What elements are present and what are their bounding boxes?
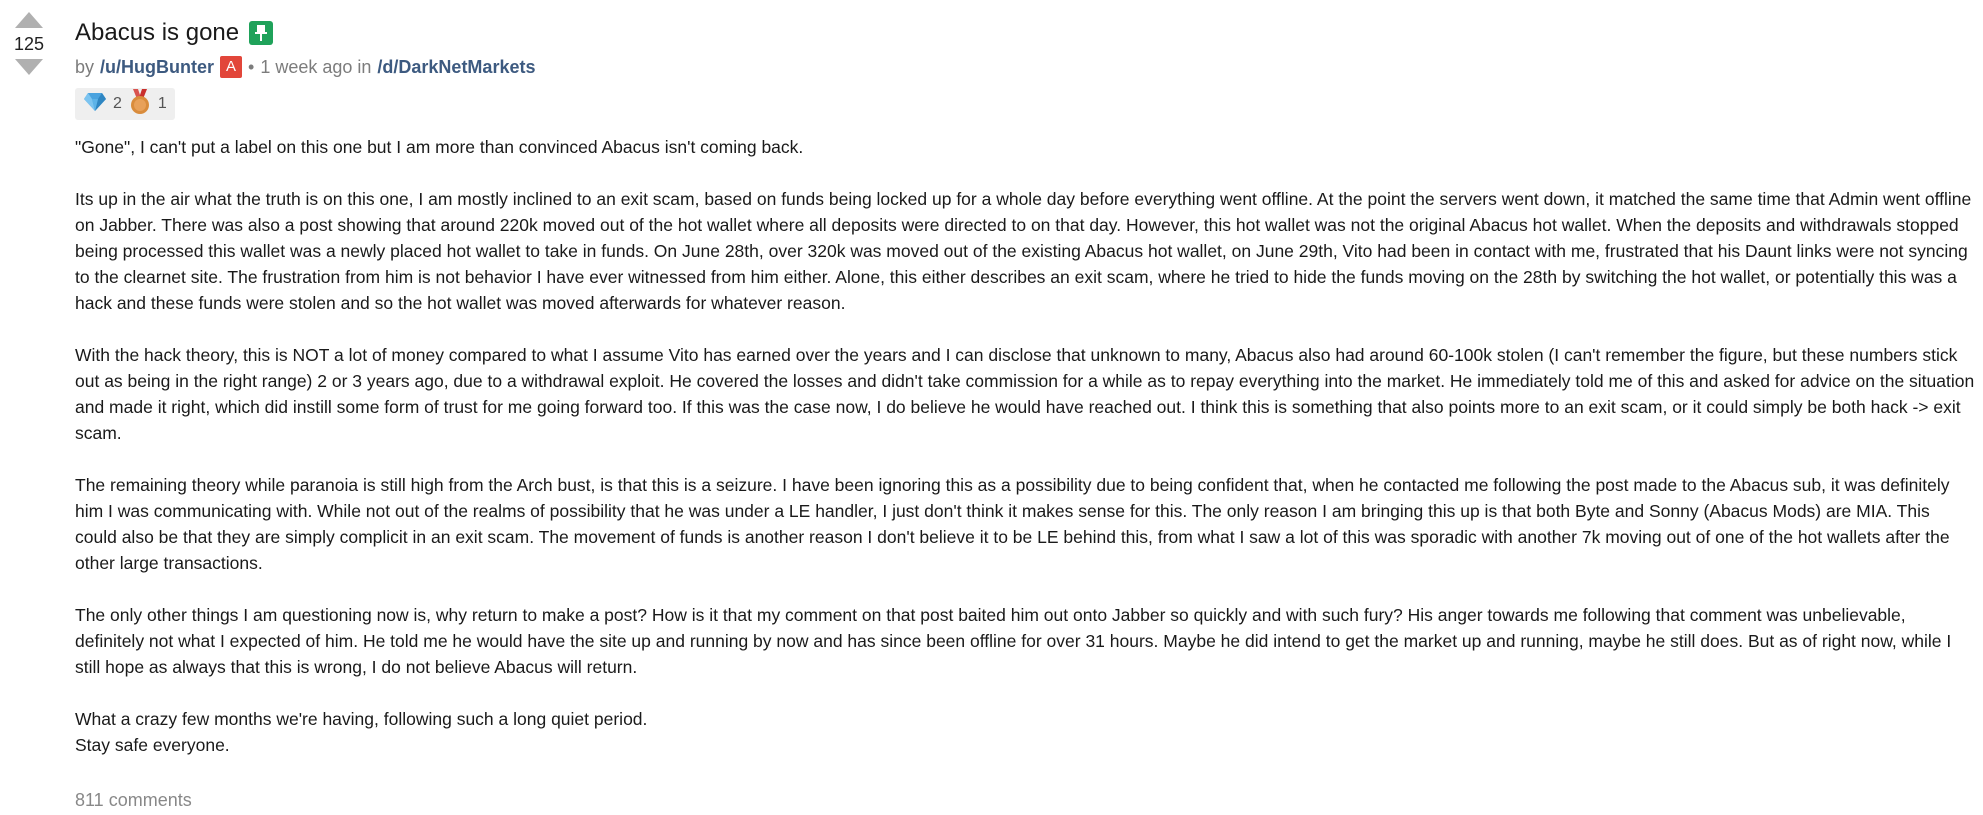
- diamond-icon: [83, 92, 107, 117]
- post-paragraph: The only other things I am questioning now is, why return to make a post? How is it that my comment on that post baited him out onto Jabber so quickly and with such fury? His anger towards me following that comment was unbelievable, definitely not what I expected of him. He told me he would have the site up and running by now and has since been offline for over 31 hours. Maybe he did intend to get the market up and running, maybe he still does. But as of right now, while I still hope as always that this is wrong, I do not believe Abacus will return.: [75, 605, 1952, 677]
- downvote-icon[interactable]: [15, 59, 43, 75]
- admin-badge: A: [220, 56, 242, 78]
- post-paragraph: With the hack theory, this is NOT a lot of money compared to what I assume Vito has earned over the years and I can disclose that unknown to many, Abacus also had around 60-100k stolen (I can't remember the figure, but these numbers stick out as being in the right range) 2 or 3 years ago, due to a withdrawal exploit. He covered the losses and didn't take commission for a while as to repay everything into the market. He immediately told me of this and asked for advice on the situation and made it right, which did instill some form of trust for me going forward too. If this was the case now, I do believe he would have reached out. I think this is something that also points more to an exit scam, or it could simply be both hack -> exit scam.: [75, 345, 1975, 443]
- title-row: [75, 16, 1975, 50]
- post-paragraph: What a crazy few months we're having, following such a long quiet period.: [75, 709, 648, 729]
- vote-panel: [12, 12, 46, 75]
- medal-count: 1: [157, 95, 167, 112]
- post-paragraph: The remaining theory while paranoia is still high from the Arch bust, is that this is a seizure. I have been ignoring this as a possibility due to being confident that, when he contacted me following the post made to the Abacus sub, it was definitely him I was communicating with. While not out of the realms of possibility that he was under a LE handler, I just don't think it makes sense for this. The only reason I am bringing this up is that both Byte and Sonny (Abacus Mods) are MIA. This could also be that they are simply complicit in an exit scam. The movement of funds is another reason I don't believe it to be LE behind this, from what I saw a lot of this was sporadic with another 7k moving out of one of the hot wallets after the other large transactions.: [75, 475, 1950, 573]
- upvote-icon[interactable]: [15, 12, 43, 28]
- bronze-medal-icon: [128, 89, 152, 120]
- post-paragraph: Stay safe everyone.: [75, 735, 230, 755]
- post-body: [75, 134, 1975, 758]
- pinned-icon: [249, 21, 273, 45]
- awards[interactable]: [75, 88, 175, 120]
- post-paragraph: Its up in the air what the truth is on this one, I am mostly inclined to an exit scam, based on funds being locked up for a whole day before everything went offline. At the point the servers went down, it matched the same time that Admin went offline on Jabber. There was also a post showing that around 220k moved out of the hot wallet where all deposits were directed to on that day. However, this hot wallet was not the original Abacus hot wallet. When the deposits and withdrawals stopped being processed this wallet was a newly placed hot wallet to take in funds. On June 28th, over 320k was moved out of the existing Abacus hot wallet, on June 29th, Vito had been in contact with me, frustrated that his Daunt links were not syncing to the clearnet site. The frustration from him is not behavior I have ever witnessed from him either. Alone, this either describes an exit scam, where he tried to hide the funds moving on the 28th by switching the hot wallet, or potentially this was a hack and these funds were stolen and so the hot wallet was moved afterwards for whatever reason.: [75, 189, 1972, 313]
- vote-score: 125: [13, 34, 45, 54]
- community-link[interactable]: /d/DarkNetMarkets: [377, 56, 536, 77]
- comments-link[interactable]: 811 comments: [75, 790, 192, 810]
- post-title[interactable]: Abacus is gone: [75, 19, 240, 46]
- diamond-count: 2: [113, 95, 122, 112]
- post: [75, 16, 1975, 758]
- post-meta: [75, 56, 1975, 78]
- meta-dot: •: [248, 56, 255, 77]
- post-time: 1 week ago in: [260, 56, 372, 77]
- post-paragraph: "Gone", I can't put a label on this one but I am more than convinced Abacus isn't coming back.: [75, 137, 804, 157]
- author-link[interactable]: /u/HugBunter: [100, 56, 215, 77]
- meta-by: by: [75, 56, 95, 77]
